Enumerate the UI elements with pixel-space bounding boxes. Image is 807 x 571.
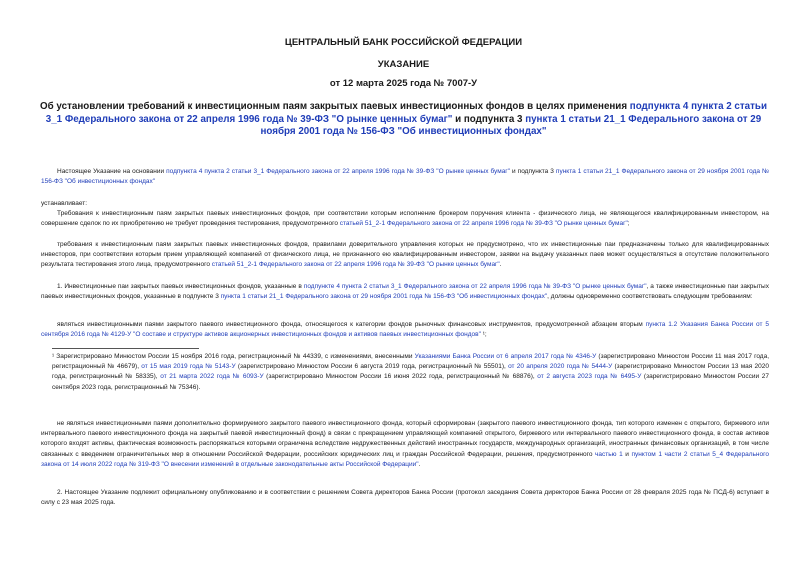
item-text: ¹;	[480, 331, 487, 339]
intro-text: и подпункта 3	[510, 168, 556, 175]
footnote-text: (зарегистрировано Минюстом России 11 мая 2017 года, регистрационный № 46679),	[52, 353, 770, 371]
item-text: и	[622, 450, 632, 458]
document-type: УКАЗАНИЕ	[377, 59, 430, 70]
footnote-link-6495u[interactable]: от 2 августа 2023 года № 6495-У	[537, 373, 642, 381]
bank-name: ЦЕНТРАЛЬНЫЙ БАНК РОССИЙСКОЙ ФЕДЕРАЦИИ	[284, 37, 523, 48]
intro-text: Настоящее Указание на основании	[57, 168, 167, 175]
intro-paragraph	[41, 167, 769, 187]
footnote-text: ¹ Зарегистрировано Минюстом России 15 ноября 2016 года, регистрационный № 44339, с изменениями, внесенными	[52, 353, 415, 360]
item-1b-link-law-319fz[interactable]: пунктом 1 части 2 статьи 5_4 Федерального закона от 14 июля 2022 года № 319-ФЗ "О внесении изменений в отдельные законодательные акты Российской Федерации"	[41, 450, 769, 468]
item-text: являться инвестиционными паями закрытого паевого инвестиционного фонда, относящегося к категории фондов рыночных финансовых инструментов, предусмотренной абзацем вторым	[57, 321, 646, 328]
footnote-link-4346u[interactable]: Указаниями Банка России от 6 апреля 2017 года № 4346-У	[414, 353, 597, 360]
item-1b-link-part-1[interactable]: частью 1	[595, 450, 623, 458]
item-text: 1. Инвестиционные паи закрытых паевых инвестиционных фондов, указанные в	[57, 283, 304, 290]
footnote-link-5444u[interactable]: от 20 апреля 2020 года № 5444-У	[508, 363, 613, 371]
requirement-text: требования к инвестиционным паям закрытых паевых инвестиционных фондов, правилами доверительного управления которых не предусмотрено, что их инвестиционные паи предназначены только для квалифицированных инвесторов, при соответствии которым прием управляющей компанией от физического лица, не признанного ею квалифицированным инвестором, заявки на выдачу указанных паев может осуществляться в отсутствие положительного результата тестирования этого лица, предусмотренного	[41, 241, 769, 269]
item-text: , должны одновременно соответствовать следующим требованиям:	[547, 293, 753, 301]
item-text: , а также инвестиционные паи закрытых паевых инвестиционных фондов, указанные в подпункте 3	[41, 283, 769, 301]
requirement-1-link[interactable]: статьей 51_2-1 Федерального закона от 22 апреля 1996 года № 39-ФЗ "О рынке ценных бумаг"	[339, 220, 628, 228]
item-1-paragraph	[41, 282, 769, 302]
item-1a-link-ukazanie-4129u[interactable]: пункта 1.2 Указания Банка России от 5 сентября 2016 года № 4129-У "О составе и структуре активов акционерных инвестиционных фондов и активов паевых инвестиционных фондов"	[41, 321, 769, 339]
requirement-text: ;	[627, 220, 630, 228]
footnote-text: (зарегистрировано Минюстом России 27 сентября 2023 года, регистрационный № 75346).	[52, 373, 769, 391]
intro-link-law-156fz[interactable]: пункта 1 статьи 21_1 Федерального закона от 29 ноября 2001 года № 156-ФЗ "Об инвестиционных фондах"	[41, 168, 769, 186]
footnote-link-5143u[interactable]: от 15 мая 2019 года № 5143-У	[141, 363, 236, 371]
requirement-paragraph-1	[41, 209, 769, 229]
requirement-paragraph-2	[41, 240, 769, 271]
item-text: .	[418, 460, 421, 468]
document-date-number: от 12 марта 2025 года № 7007-У	[329, 78, 478, 89]
item-1-link-law-156fz[interactable]: пункта 1 статьи 21_1 Федерального закона от 29 ноября 2001 года № 156-ФЗ "Об инвестиционных фондах"	[220, 293, 548, 301]
title-link-law-39fz[interactable]: подпункта 4 пункта 2 статьи 3_1 Федерального закона от 22 апреля 1996 года № 39-ФЗ "О рынке ценных бумаг"	[45, 101, 767, 125]
requirement-text: Требования к инвестиционным паям закрытых паевых инвестиционных фондов, при соответствии которым исполнение брокером поручения клиента - физического лица, не являющегося квалифицированным инвестором, на совершение сделок по их приобретению не требует проведения тестирования, предусмотренного	[41, 210, 769, 228]
title-text: и подпункта 3	[452, 113, 526, 125]
item-1-requirement-a	[41, 320, 769, 340]
item-1-requirement-b	[41, 419, 769, 470]
title-text: Об установлении требований к инвестиционным паям закрытых паевых инвестиционных фондов в целях применения	[40, 101, 630, 112]
footnote-separator	[52, 348, 199, 349]
footnote	[52, 352, 769, 393]
item-2-paragraph: 2. Настоящее Указание подлежит официальному опубликованию и в соответствии с решением Совета директоров Банка России (протокол заседания Совета директоров Банка России от 28 февраля 2025 года № ПСД-6) вступает в силу с 23 мая 2025 года.	[41, 489, 769, 507]
requirement-text: .	[499, 261, 502, 269]
item-1-link-law-39fz[interactable]: подпункте 4 пункта 2 статьи 3_1 Федерального закона от 22 апреля 1996 года № 39-ФЗ "О рынке ценных бумаг"	[303, 283, 647, 290]
requirement-2-link[interactable]: статьей 51_2-1 Федерального закона от 22 апреля 1996 года № 39-ФЗ "О рынке ценных бумаг"	[211, 261, 500, 269]
footnote-text: (зарегистрировано Минюстом России 6 августа 2019 года, регистрационный № 55501),	[235, 363, 509, 371]
title-link-law-156fz[interactable]: пункта 1 статьи 21_1 Федерального закона от 29 ноября 2001 года № 156-ФЗ "Об инвестиционных фондах"	[260, 113, 762, 137]
footnote-text: (зарегистрировано Минюстом России 16 июня 2022 года, регистрационный № 68876),	[263, 373, 538, 381]
footnote-text: (зарегистрировано Минюстом России 13 мая 2020 года, регистрационный № 58335),	[52, 363, 769, 381]
item-text: не являться инвестиционными паями дополнительно формируемого закрытого паевого инвестиционного фонда, который сформирован (закрытого паевого инвестиционного фонда, тип которого изменен с открытого, биржевого или интервального паевого инвестиционного фонда на закрытый паевой инвестиционный фонд) в связи с прекращением управляющей компанией открытого, биржевого или интервального паевого инвестиционного фонда, в состав активов которого входят активы, фактическая возможность распоряжаться которыми ограничена вследствие недружественных действий иностранных государств, международных организаций, иностранных финансовых организаций, в том числе связанных с введением ограничительных мер в отношении Российской Федерации, российских юридических лиц и граждан Российской Федерации, решения, предусмотренного	[41, 420, 769, 458]
document-title	[36, 101, 771, 139]
footnote-link-6093u[interactable]: от 21 марта 2022 года № 6093-У	[160, 373, 264, 381]
establishes-label: устанавливает:	[41, 200, 88, 207]
intro-link-law-39fz[interactable]: подпункта 4 пункта 2 статьи 3_1 Федерального закона от 22 апреля 1996 года № 39-ФЗ "О рынке ценных бумаг"	[166, 168, 510, 175]
